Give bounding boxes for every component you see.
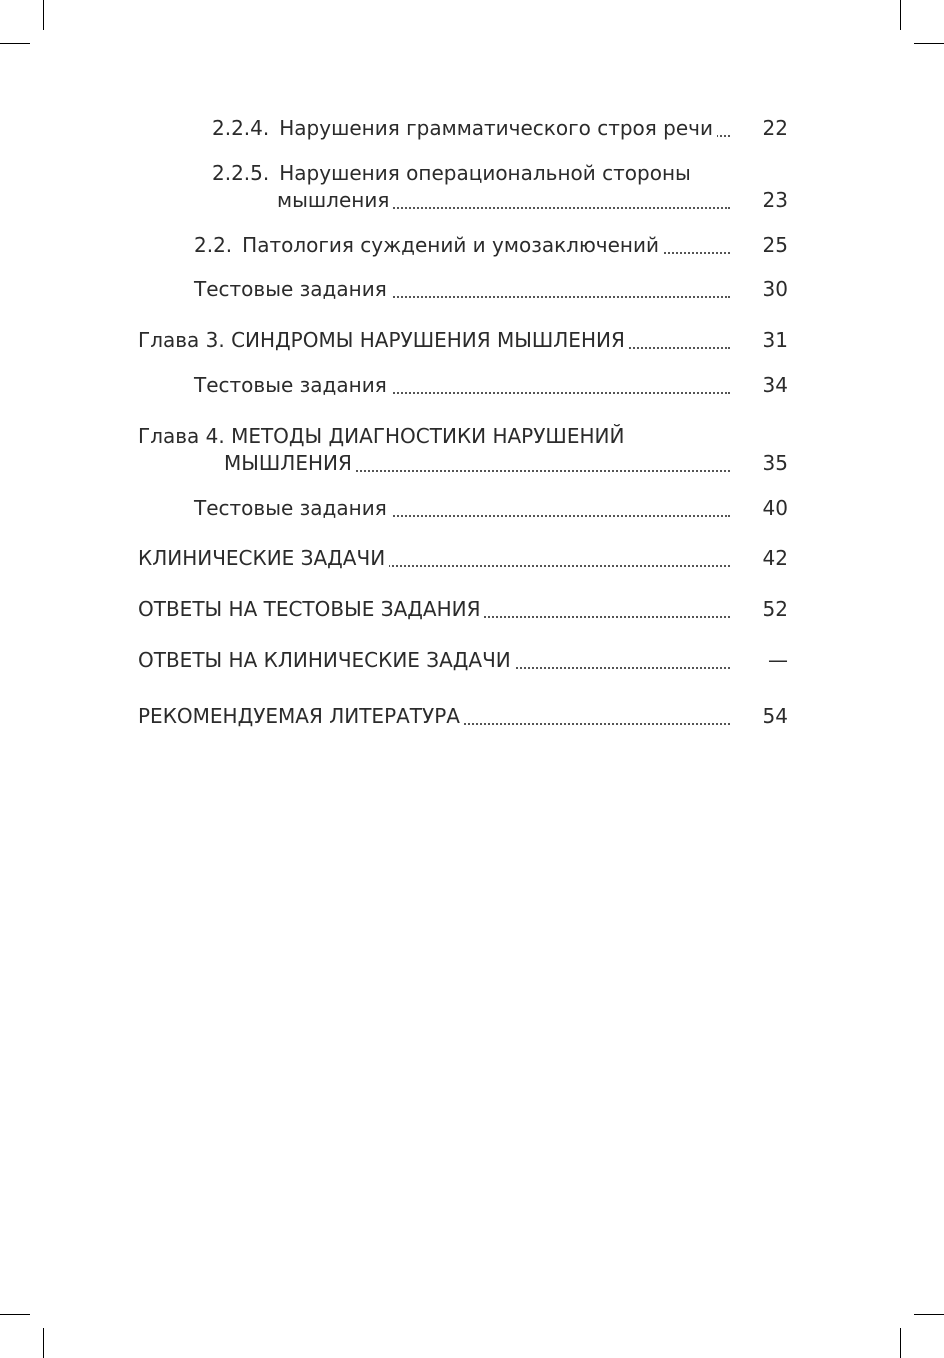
toc-page-number: 42 [762,546,788,570]
toc-entry-2-2[interactable] [194,232,663,259]
toc-page-number: 30 [762,277,788,301]
dot-leader [382,495,730,517]
toc-page-number: 40 [762,496,788,520]
toc-entry-title-line1: Глава 4. МЕТОДЫ ДИАГНОСТИКИ НАРУШЕНИЙ [138,424,625,448]
toc-entry-2-2-5-continuation[interactable] [277,187,393,214]
toc-entry-title: Нарушения грамматического строя речи [279,116,713,140]
toc-page-number: — [768,648,788,672]
toc-entry-title: Тестовые задания [194,277,391,301]
toc-entry-clinical-tasks[interactable] [138,545,389,572]
dot-leader [622,327,730,349]
toc-entry-tests-ch3[interactable] [194,372,391,399]
dot-leader [471,596,730,618]
toc-entry-number: 2.2. [194,233,233,257]
toc-entry-title: ОТВЕТЫ НА ТЕСТОВЫЕ ЗАДАНИЯ [138,597,484,621]
toc-entry-clinical-answers[interactable] [138,647,515,674]
toc-entry-title-line1: Нарушения операциональной стороны [279,161,691,185]
toc-entry-title: Тестовые задания [194,373,391,397]
toc-entry-chapter-4-continuation[interactable] [224,450,356,477]
toc-page-number: 22 [762,116,788,140]
dot-leader [504,647,730,669]
toc-entry-title: РЕКОМЕНДУЕМАЯ ЛИТЕРАТУРА [138,704,464,728]
toc-page-number: 25 [762,233,788,257]
toc-page-number: 31 [762,328,788,352]
toc-entry-title: Глава 3. СИНДРОМЫ НАРУШЕНИЯ МЫШЛЕНИЯ [138,328,629,352]
toc-entry-chapter-3[interactable] [138,327,629,354]
dot-leader [356,450,730,472]
toc-entry-title: Тестовые задания [194,496,391,520]
dot-leader [390,187,730,209]
toc-entry-2-2-4[interactable] [212,115,717,142]
toc-entry-2-2-5[interactable] [212,160,691,187]
toc-page-number: 35 [762,451,788,475]
toc-page-number: 54 [762,704,788,728]
toc-entry-title: ОТВЕТЫ НА КЛИНИЧЕСКИЕ ЗАДАЧИ [138,648,515,672]
dot-leader [383,545,730,567]
toc-entry-number: 2.2.5. [212,161,270,185]
toc-page-number: 34 [762,373,788,397]
toc-entry-number: 2.2.4. [212,116,270,140]
dot-leader [382,276,730,298]
toc-entry-title: КЛИНИЧЕСКИЕ ЗАДАЧИ [138,546,389,570]
toc-entry-test-answers[interactable] [138,596,484,623]
toc-entry-tests-ch4[interactable] [194,495,391,522]
toc-page-number: 52 [762,597,788,621]
toc-entry-title-line2: мышления [277,188,393,212]
toc-entry-title: Патология суждений и умозаключений [242,233,659,257]
toc-page-number: 23 [762,188,788,212]
dot-leader [460,703,730,725]
toc-entry-chapter-4[interactable] [138,423,624,450]
toc-entry-title-line2: МЫШЛЕНИЯ [224,451,356,475]
dot-leader [382,372,730,394]
toc-entry-tests-ch2[interactable] [194,276,391,303]
toc-entry-literature[interactable] [138,703,464,730]
